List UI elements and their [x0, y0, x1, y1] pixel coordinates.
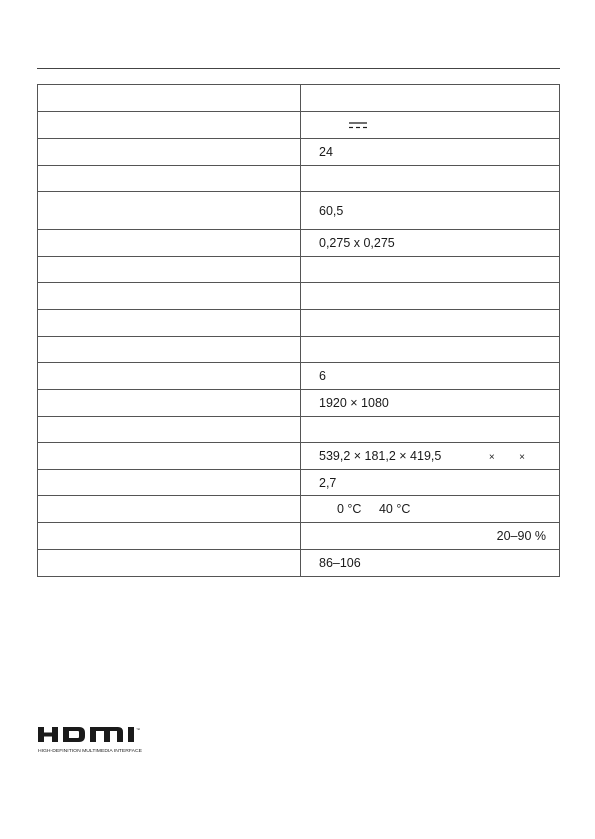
- dimension-separator: ×: [519, 452, 525, 463]
- spec-value-cell: [301, 112, 560, 139]
- spec-value-cell: 2,7: [301, 470, 560, 496]
- header-rule: [37, 68, 560, 69]
- temp-low-value: 0 °C: [337, 502, 362, 516]
- table-row: [38, 112, 560, 139]
- hdmi-tagline: HIGH-DEFINITION MULTIMEDIA INTERFACE: [38, 748, 143, 753]
- spec-label-cell: [38, 363, 301, 390]
- spec-value-cell: [301, 257, 560, 283]
- table-row: [38, 443, 560, 470]
- spec-value-cell: [301, 523, 560, 550]
- spec-table: [37, 84, 560, 577]
- spec-label-cell: [38, 112, 301, 139]
- table-row: [38, 523, 560, 550]
- table-row: [38, 310, 560, 337]
- table-row: [38, 257, 560, 283]
- table-row: [38, 496, 560, 523]
- dc-current-symbol-icon: [349, 122, 367, 129]
- spec-value-cell: 24: [301, 139, 560, 166]
- humidity-value: 20–90 %: [496, 529, 546, 543]
- spec-label-cell: [38, 470, 301, 496]
- spec-value-cell: 60,5: [301, 192, 560, 230]
- table-row: [38, 230, 560, 257]
- table-row: [38, 363, 560, 390]
- spec-value-cell: [301, 85, 560, 112]
- spec-value-cell: [301, 310, 560, 337]
- spec-label-cell: [38, 192, 301, 230]
- table-row: [38, 166, 560, 192]
- spec-value-cell: [301, 443, 560, 470]
- spec-value-cell: [301, 337, 560, 363]
- spec-label-cell: [38, 85, 301, 112]
- spec-label-cell: [38, 283, 301, 310]
- spec-label-cell: [38, 390, 301, 417]
- spec-value-cell: 86–106: [301, 550, 560, 577]
- spec-label-cell: [38, 337, 301, 363]
- table-row: [38, 390, 560, 417]
- trademark-symbol: ™: [136, 727, 140, 732]
- hdmi-logo-icon: [38, 725, 154, 755]
- table-row: [38, 139, 560, 166]
- table-row: [38, 337, 560, 363]
- spec-value-cell: [301, 496, 560, 523]
- dimension-separator: ×: [488, 452, 495, 463]
- spec-label-cell: [38, 443, 301, 470]
- spec-label-cell: [38, 550, 301, 577]
- table-row: [38, 417, 560, 443]
- spec-value-cell: 1920 × 1080: [301, 390, 560, 417]
- spec-value-cell: [301, 166, 560, 192]
- spec-label-cell: [38, 230, 301, 257]
- spec-label-cell: [38, 496, 301, 523]
- spec-label-cell: [38, 310, 301, 337]
- spec-label-cell: [38, 417, 301, 443]
- table-row: [38, 283, 560, 310]
- spec-label-cell: [38, 166, 301, 192]
- spec-value-cell: 6: [301, 363, 560, 390]
- table-row: [38, 85, 560, 112]
- spec-label-cell: [38, 257, 301, 283]
- spec-label-cell: [38, 523, 301, 550]
- table-row: [38, 192, 560, 230]
- spec-label-cell: [38, 139, 301, 166]
- dimensions-value: 539,2 × 181,2 × 419,5: [319, 449, 442, 463]
- table-row: [38, 550, 560, 577]
- spec-value-cell: 0,275 x 0,275: [301, 230, 560, 257]
- temp-high-value: 40 °C: [378, 502, 411, 516]
- spec-value-cell: [301, 283, 560, 310]
- table-row: [38, 470, 560, 496]
- spec-value-cell: [301, 417, 560, 443]
